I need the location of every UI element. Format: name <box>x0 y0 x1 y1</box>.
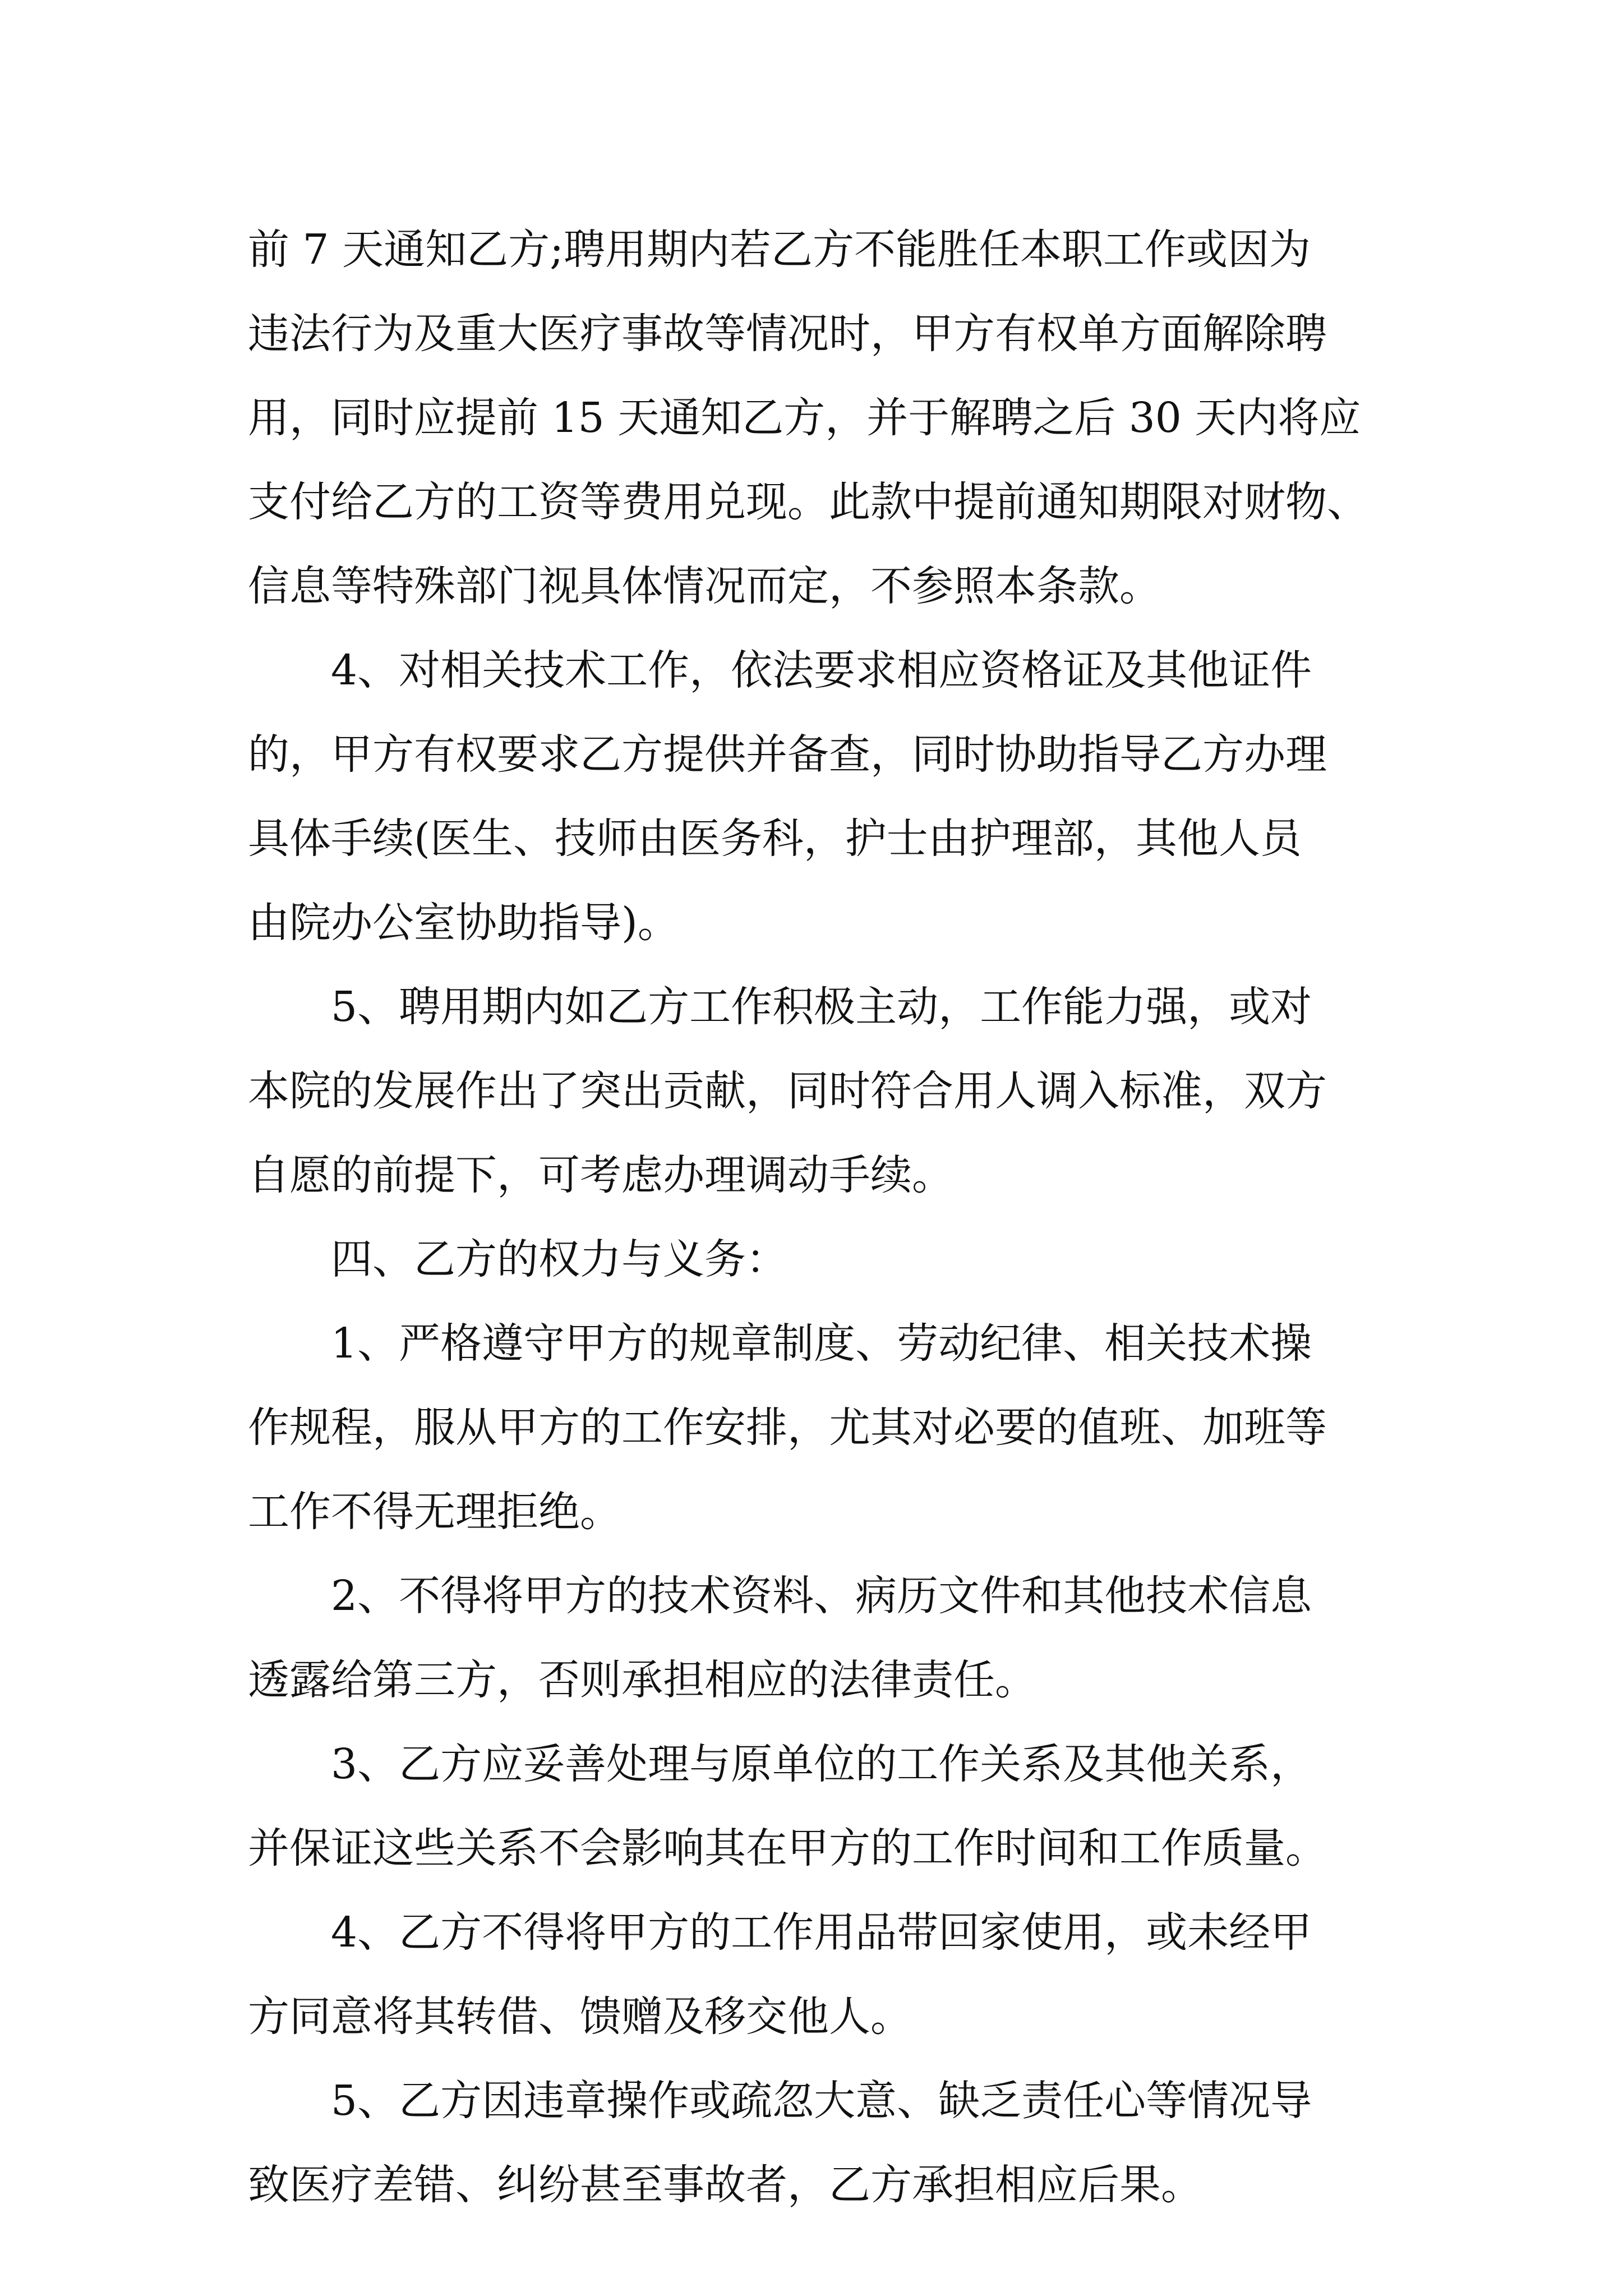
text-line-1: 前 7 天通知乙方;聘用期内若乙方不能胜任本职工作或因为 <box>248 226 1311 274</box>
text-line-7: 的，甲方有权要求乙方提供并备查，同时协助指导乙方办理 <box>248 730 1327 779</box>
text-line-22: 方同意将其转借、馈赠及移交他人。 <box>248 1993 912 2041</box>
text-line-6: 4、对相关技术工作，依法要求相应资格证及其他证件 <box>331 646 1312 694</box>
document-body <box>248 208 1392 2227</box>
section-heading-4: 四、乙方的权力与义务： <box>331 1235 787 1283</box>
text-line-10: 5、聘用期内如乙方工作积极主动，工作能力强，或对 <box>331 983 1312 1031</box>
text-line-17: 2、不得将甲方的技术资料、病历文件和其他技术信息 <box>331 1572 1312 1620</box>
text-line-20: 并保证这些关系不会影响其在甲方的工作时间和工作质量。 <box>248 1824 1327 1872</box>
text-line-24: 致医疗差错、纠纷甚至事故者，乙方承担相应后果。 <box>248 2161 1202 2209</box>
text-line-12: 自愿的前提下，可考虑办理调动手续。 <box>248 1151 953 1199</box>
text-line-14: 1、严格遵守甲方的规章制度、劳动纪律、相关技术操 <box>331 1319 1312 1368</box>
text-line-23: 5、乙方因违章操作或疏忽大意、缺乏责任心等情况导 <box>331 2077 1312 2125</box>
text-line-19: 3、乙方应妥善处理与原单位的工作关系及其他关系， <box>331 1740 1312 1788</box>
text-line-3: 用，同时应提前 15 天通知乙方，并于解聘之后 30 天内将应 <box>248 394 1361 442</box>
text-line-5: 信息等特殊部门视具体情况而定，不参照本条款。 <box>248 562 1161 610</box>
text-line-16: 工作不得无理拒绝。 <box>248 1488 621 1536</box>
text-line-18: 透露给第三方，否则承担相应的法律责任。 <box>248 1656 1036 1704</box>
text-line-9: 由院办公室协助指导)。 <box>248 899 679 947</box>
text-line-15: 作规程，服从甲方的工作安排，尤其对必要的值班、加班等 <box>248 1404 1327 1452</box>
text-line-8: 具体手续(医生、技师由医务科，护士由护理部，其他人员 <box>248 815 1302 863</box>
text-line-4: 支付给乙方的工资等费用兑现。此款中提前通知期限对财物、 <box>248 478 1368 526</box>
text-line-21: 4、乙方不得将甲方的工作用品带回家使用，或未经甲 <box>331 1908 1312 1957</box>
text-line-2: 违法行为及重大医疗事故等情况时，甲方有权单方面解除聘 <box>248 310 1327 358</box>
text-line-11: 本院的发展作出了突出贡献，同时符合用人调入标准，双方 <box>248 1067 1327 1115</box>
